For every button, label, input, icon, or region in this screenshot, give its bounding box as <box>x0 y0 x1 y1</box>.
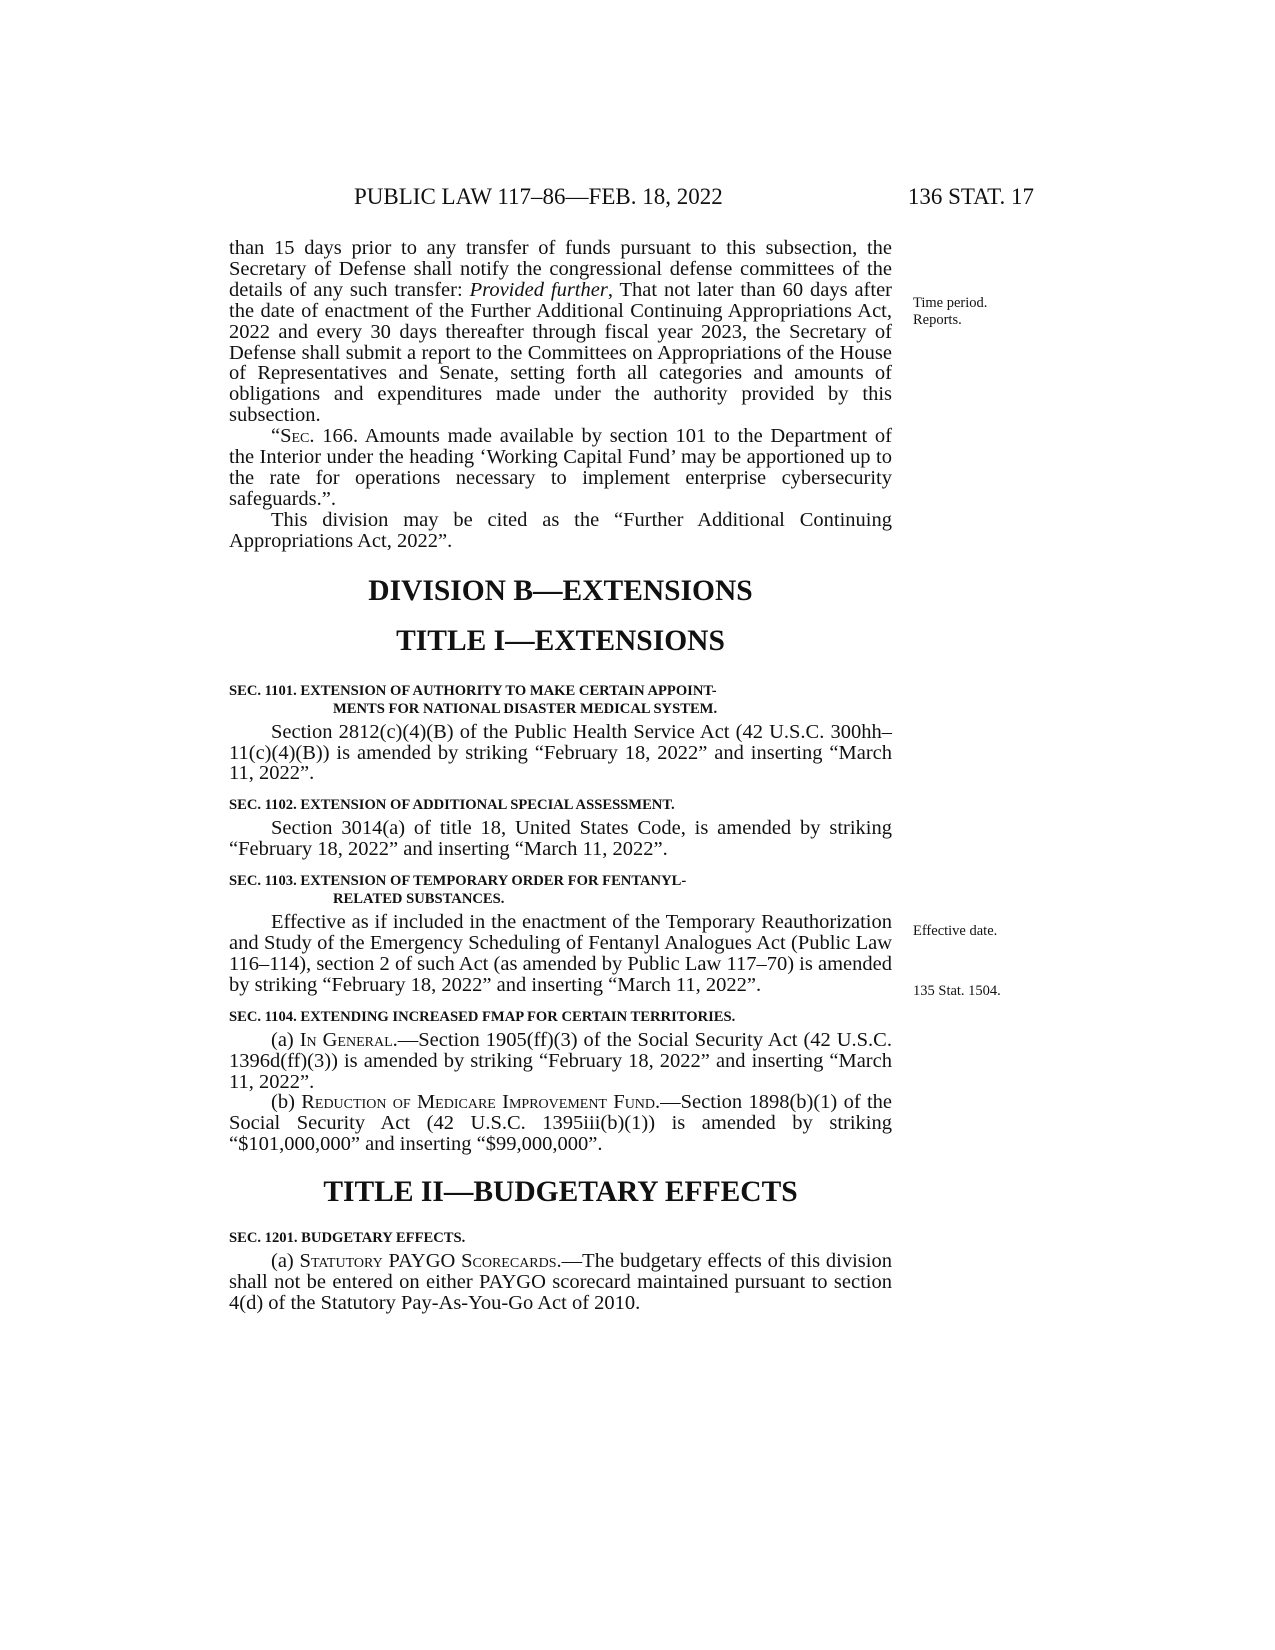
title-ii-heading: TITLE II—BUDGETARY EFFECTS <box>323 1176 798 1209</box>
sec-1101-text: Section 2812(c)(4)(B) of the Public Health Service Act (42 U.S.C. 300hh–11(c)(4)(B)) is amended by striking “February 18, 2022” and inserting “March 11, 2022”. <box>229 720 892 785</box>
sec-1103-text: Effective as if included in the enactment of the Temporary Reauthorization and Study of the Emergency Scheduling of Fentanyl Analogues Act (Public Law 116–114), section 2 of such Act (as amended by Public Law 117–70) is amended by striking “February 18, 2022” and inserting “March 11, 2022”. <box>229 911 892 996</box>
sec-166-paragraph: “Sec. 166. Amounts made available by section 101 to the Department of the Interior under the heading ‘Working Capital Fund’ may be apportioned up to the rate for operations necessary to implement enterprise cybersecurity safeguards.”. <box>229 425 892 510</box>
sec-1104-subsection-b: (b) Reduction of Medicare Improvement Fund.—Section 1898(b)(1) of the Social Security Act (42 U.S.C. 1395iii(b)(1)) is amended by striking “$101,000,000” and inserting “$99,000,000”. <box>229 1091 892 1156</box>
sec-1102-heading: SEC. 1102. EXTENSION OF ADDITIONAL SPECIAL ASSESSMENT. <box>229 797 675 814</box>
sec-1103-heading: SEC. 1103. EXTENSION OF TEMPORARY ORDER FOR FENTANYL- RELATED SUBSTANCES. <box>229 873 687 908</box>
margin-note-time-period: Time period. <box>913 295 988 311</box>
margin-note-reports: Reports. <box>913 312 962 328</box>
sec-1101-heading: SEC. 1101. EXTENSION OF AUTHORITY TO MAKE CERTAIN APPOINT- MENTS FOR NATIONAL DISASTER MEDICAL SYSTEM. <box>229 682 718 717</box>
page-header <box>229 184 1034 214</box>
continuation-paragraph: than 15 days prior to any transfer of funds pursuant to this subsection, the Secretary of Defense shall notify the congressional defense committees of the details of any such transfer: Provided further, That not later than 60 days after the date of enactment of the Further Additional Continuing Appropriations Act, 2022 and every 30 days thereafter through fiscal year 2023, the Secretary of Defense shall submit a report to the Committees on Appropriations of the House of Representatives and Senate, setting forth all categories and amounts of obligations and expenditures made under the authority provided by this subsection. <box>229 237 893 427</box>
margin-note-stat-cite: 135 Stat. 1504. <box>913 983 1001 999</box>
sec-1102-text: Section 3014(a) of title 18, United States Code, is amended by striking “February 18, 2022” and inserting “March 11, 2022”. <box>229 817 892 861</box>
sec-1201-heading: SEC. 1201. BUDGETARY EFFECTS. <box>229 1230 466 1247</box>
proviso-italic: Provided further <box>469 278 608 301</box>
margin-note-effective-date: Effective date. <box>913 923 998 939</box>
sec-1201-subsection-a: (a) Statutory PAYGO Scorecards.—The budgetary effects of this division shall not be entered on either PAYGO scorecard maintained pursuant to section 4(d) of the Statutory Pay-As-You-Go Act of 2010. <box>229 1250 892 1314</box>
citation-paragraph: This division may be cited as the “Further Additional Continuing Appropriations Act, 2022”. <box>229 508 892 552</box>
running-head: PUBLIC LAW 117–86—FEB. 18, 2022 <box>354 184 723 209</box>
division-heading: DIVISION B—EXTENSIONS <box>368 574 753 607</box>
page-body <box>229 238 892 1314</box>
sec-1104-subsection-a: (a) In General.—Section 1905(ff)(3) of the Social Security Act (42 U.S.C. 1396d(ff)(3)) is amended by striking “February 18, 2022” and inserting “March 11, 2022”. <box>229 1028 892 1093</box>
sec-1104-heading: SEC. 1104. EXTENDING INCREASED FMAP FOR CERTAIN TERRITORIES. <box>229 1008 736 1025</box>
page-number: 136 STAT. 17 <box>907 184 1034 209</box>
title-i-heading: TITLE I—EXTENSIONS <box>396 624 725 657</box>
